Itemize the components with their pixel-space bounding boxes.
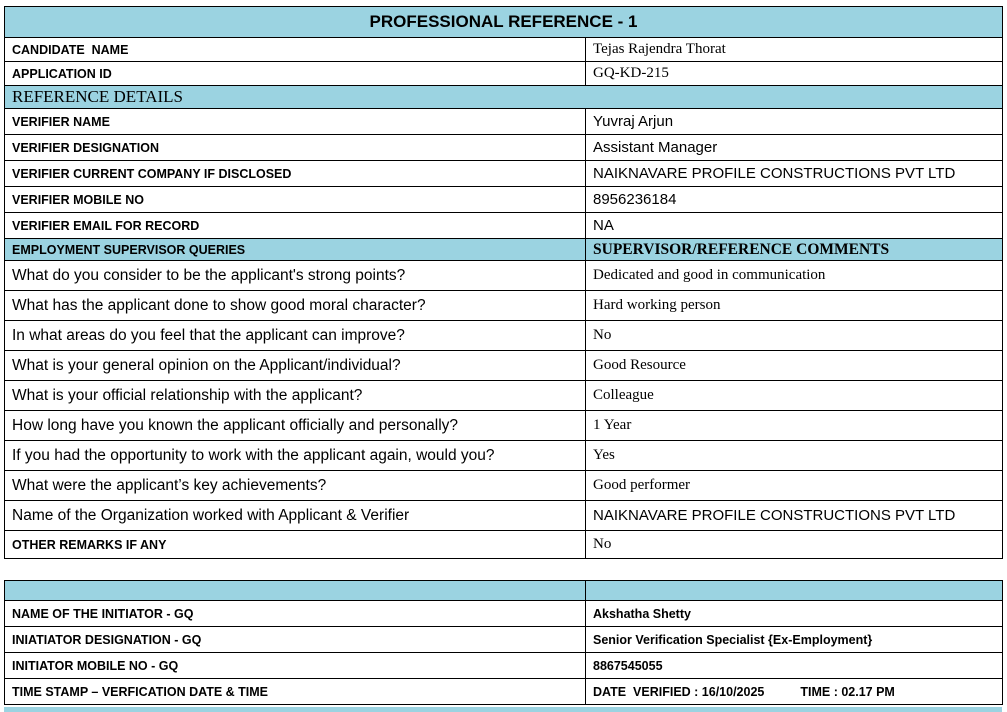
verifier-value: NAIKNAVARE PROFILE CONSTRUCTIONS PVT LTD [586, 161, 1003, 187]
candidate-name-label: CANDIDATE NAME [5, 38, 586, 62]
remarks-value: No [586, 531, 1003, 559]
verifier-label: VERIFIER EMAIL FOR RECORD [5, 213, 586, 239]
time-verified: TIME : 02.17 PM [800, 684, 895, 699]
initiator-label: NAME OF THE INITIATOR - GQ [5, 601, 586, 627]
verifier-value: Yuvraj Arjun [586, 109, 1003, 135]
reference-form [4, 6, 1003, 705]
verifier-value: 8956236184 [586, 187, 1003, 213]
query-answer: Good Resource [586, 351, 1003, 381]
blank-blue-cell [5, 581, 586, 601]
spacer-row [5, 559, 1003, 581]
timestamp-value [586, 679, 1003, 705]
date-verified: DATE VERIFIED : 16/10/2025 [593, 684, 765, 699]
query-question: What do you consider to be the applicant's strong points? [5, 261, 586, 291]
timestamp-label: TIME STAMP – VERFICATION DATE & TIME [5, 679, 586, 705]
verifier-value: NA [586, 213, 1003, 239]
blank-blue-cell [586, 581, 1003, 601]
query-answer: Colleague [586, 381, 1003, 411]
application-id-value: GQ-KD-215 [586, 62, 1003, 86]
initiator-value: Akshatha Shetty [586, 601, 1003, 627]
initiator-value: Senior Verification Specialist {Ex-Employment} [586, 627, 1003, 653]
verifier-value: Assistant Manager [586, 135, 1003, 161]
query-answer: 1 Year [586, 411, 1003, 441]
query-question: If you had the opportunity to work with the applicant again, would you? [5, 441, 586, 471]
initiator-value: 8867545055 [586, 653, 1003, 679]
candidate-name-value: Tejas Rajendra Thorat [586, 38, 1003, 62]
verifier-label: VERIFIER NAME [5, 109, 586, 135]
verifier-label: VERIFIER CURRENT COMPANY IF DISCLOSED [5, 161, 586, 187]
page-title: PROFESSIONAL REFERENCE - 1 [5, 7, 1003, 38]
query-answer: No [586, 321, 1003, 351]
query-answer: Good performer [586, 471, 1003, 501]
bottom-strip [4, 707, 1002, 712]
verifier-label: VERIFIER DESIGNATION [5, 135, 586, 161]
query-answer: Yes [586, 441, 1003, 471]
reference-details-heading: REFERENCE DETAILS [5, 86, 1003, 109]
query-question: What is your official relationship with the applicant? [5, 381, 586, 411]
query-answer: NAIKNAVARE PROFILE CONSTRUCTIONS PVT LTD [586, 501, 1003, 531]
initiator-label: INITIATOR MOBILE NO - GQ [5, 653, 586, 679]
query-question: How long have you known the applicant officially and personally? [5, 411, 586, 441]
query-question: What were the applicant’s key achievements? [5, 471, 586, 501]
verifier-label: VERIFIER MOBILE NO [5, 187, 586, 213]
query-question: What has the applicant done to show good moral character? [5, 291, 586, 321]
query-question: In what areas do you feel that the applicant can improve? [5, 321, 586, 351]
query-answer: Hard working person [586, 291, 1003, 321]
query-answer: Dedicated and good in communication [586, 261, 1003, 291]
initiator-label: INIATIATOR DESIGNATION - GQ [5, 627, 586, 653]
queries-header-left: EMPLOYMENT SUPERVISOR QUERIES [5, 239, 586, 261]
query-question: Name of the Organization worked with Applicant & Verifier [5, 501, 586, 531]
remarks-label: OTHER REMARKS IF ANY [5, 531, 586, 559]
application-id-label: APPLICATION ID [5, 62, 586, 86]
queries-header-right: SUPERVISOR/REFERENCE COMMENTS [586, 239, 1003, 261]
query-question: What is your general opinion on the Applicant/individual? [5, 351, 586, 381]
